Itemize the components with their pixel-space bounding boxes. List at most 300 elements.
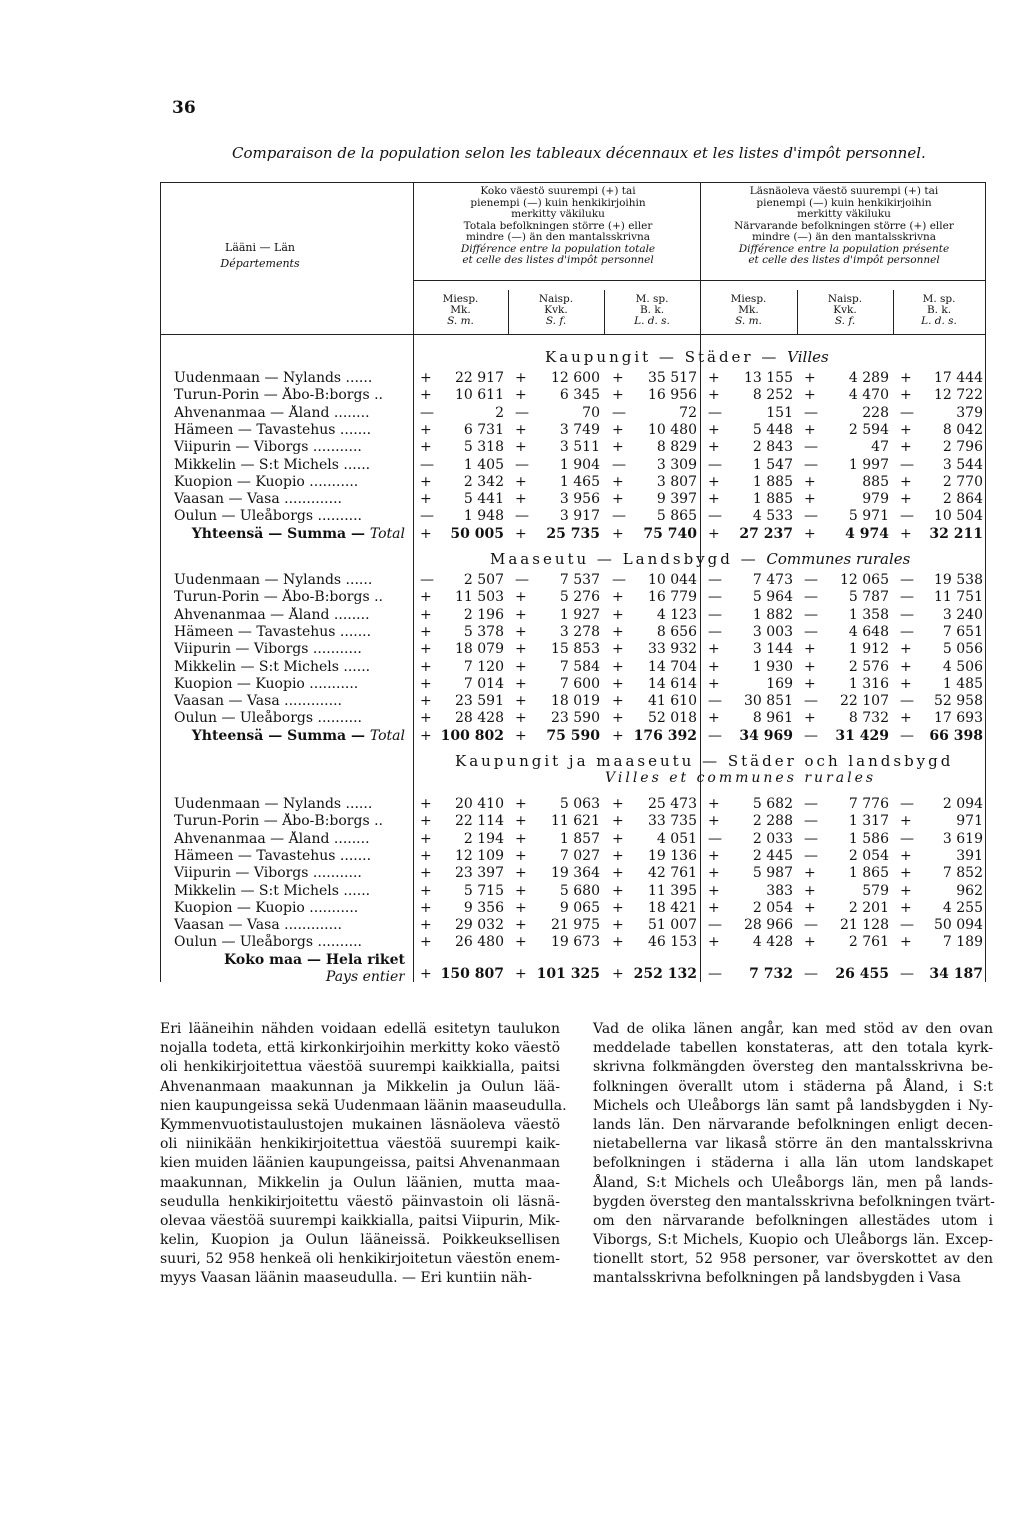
paragraph-line: Kymmenvuotistaulustojen mukainen läsnäoleva väestö [160,1116,560,1133]
cell-value: 16 779 [648,589,697,606]
cell-sign: + [900,491,912,508]
cell-value: 1 904 [559,456,600,473]
table-row [160,710,985,727]
paragraph-line: suuri, 52 958 henkeä oli henkikirjoitetun väestön enem- [160,1251,560,1268]
group1-line: mindre (—) än den mantalsskrivna [465,231,651,243]
cell-value: 7 027 [559,847,600,864]
cell-sign: + [612,727,624,744]
cell-value: 72 [679,404,697,421]
table-top-rule [160,182,985,183]
cell-sign: + [804,387,816,404]
cell-sign: — [804,796,818,812]
cell-value: 14 704 [648,658,697,675]
cell-value: 3 511 [559,439,600,456]
cell-value: 2 196 [463,606,504,623]
cell-value: 16 956 [648,387,697,404]
cell-value: 21 975 [551,917,600,934]
table-row [160,422,985,439]
cell-value: 33 735 [648,813,697,830]
cell-value: 885 [862,473,889,490]
group1-line: Totala befolkningen större (+) eller [463,219,653,232]
cell-value: 150 807 [440,965,504,982]
group2-line: Närvarande befolkningen större (+) eller [734,219,954,232]
cell-sign: — [804,847,818,864]
cell-value: 4 255 [942,899,983,916]
row-label: Turun-Porin — Åbo-B:borgs .. [174,813,383,830]
cell-sign: + [612,658,624,675]
paragraph-line: Ahvenanmaan maakunnan ja Mikkelin ja Oulun lää- [160,1078,560,1095]
cell-sign: + [515,525,527,542]
cell-value: 1 865 [848,865,889,882]
sub-header-line: Naisp. [538,293,574,305]
section-title-fr: Villes et communes rurales [605,770,877,786]
cell-value: 2 288 [752,813,793,830]
cell-value: 3 956 [559,491,600,508]
cell-sign: + [900,675,912,692]
cell-value: 41 610 [648,693,697,710]
cell-sign: + [612,370,624,386]
sub-header-line: Kvk. [833,304,857,316]
cell-sign: + [804,710,816,727]
cell-sign: + [612,473,624,490]
cell-value: 13 155 [744,370,793,386]
cell-value: 52 018 [648,710,697,727]
paragraph-line: Michels och Uleåborgs län samt på landsbygden i Ny- [593,1097,993,1114]
sub-header-col-5 [797,294,893,327]
paragraph-line: folkningen överallt utom i städerna på Åland, i S:t [593,1078,993,1095]
cell-sign: + [612,882,624,899]
cell-value: 8 961 [752,710,793,727]
cell-sign: + [515,421,527,438]
cell-sign: + [804,473,816,490]
paragraph-line: lands län. Den närvarande befolkningen enligt decen- [593,1116,993,1133]
cell-sign: + [708,387,720,404]
cell-sign: + [612,641,624,658]
sub-header-line: S. f. [545,315,567,327]
cell-value: 10 504 [934,508,983,525]
table-row [160,813,985,830]
row-label: Uudenmaan — Nylands ...... [174,370,373,386]
cell-sign: — [708,589,722,606]
dept-header-fi-sv: Lääni — Län [225,241,295,254]
table-row [160,693,985,710]
cell-sign: + [420,710,432,727]
cell-value: 5 063 [559,796,600,812]
cell-sign: + [515,675,527,692]
paragraph-line: kien muiden läänien kaupungeissa, paitsi Ahvenanmaan [160,1155,560,1172]
paragraph-line: nien kaupungeissa sekä Uudenmaan läänin maaseudulla. [160,1097,567,1114]
cell-sign: + [804,491,816,508]
cell-value: 1 586 [848,830,889,847]
cell-value: 3 278 [559,623,600,640]
cell-value: 33 932 [648,641,697,658]
cell-value: 5 971 [848,508,889,525]
table-caption: Comparaison de la population selon les tableaux décennaux et les listes d'impôt personnel. [232,144,926,162]
cell-sign: — [900,830,914,847]
cell-value: 2 [495,404,504,421]
sub-header-line: Kvk. [544,304,568,316]
section-title-fr: Villes [787,348,829,366]
paragraph-line: befolkningen i städerna i alla län utom landskapet [593,1155,993,1172]
cell-value: 5 715 [463,882,504,899]
cell-value: 2 054 [752,899,793,916]
cell-sign: — [708,965,722,982]
cell-value: 391 [956,847,983,864]
cell-value: 4 506 [942,658,983,675]
cell-sign: + [420,965,432,982]
sub-header-line: S. m. [735,315,762,327]
cell-sign: — [515,404,529,421]
cell-value: 34 187 [929,965,983,982]
cell-value: 1 405 [463,456,504,473]
cell-value: 20 410 [455,796,504,812]
cell-sign: + [708,491,720,508]
row-label: Ahvenanmaa — Åland ........ [174,606,370,623]
cell-sign: + [612,675,624,692]
cell-value: 3 144 [752,641,793,658]
cell-sign: + [612,796,624,812]
row-label: Viipurin — Viborgs ........... [174,439,362,456]
total-label: Koko maa — Hela riket [224,951,405,968]
cell-sign: + [420,830,432,847]
cell-sign: + [708,421,720,438]
cell-value: 1 997 [848,456,889,473]
cell-sign: + [900,899,912,916]
table-row [160,659,985,676]
cell-value: 2 796 [942,439,983,456]
cell-sign: — [804,727,818,744]
sub-header-line: Mk. [738,304,759,316]
cell-sign: + [515,491,527,508]
cell-sign: + [708,641,720,658]
section-title-main: Kaupungit — Städer — [545,348,780,366]
cell-sign: — [804,508,818,525]
cell-sign: + [420,693,432,710]
cell-value: 3 003 [752,623,793,640]
table-right-rule [985,182,986,982]
cell-sign: + [515,882,527,899]
paragraph-line: skrivna folkmängden översteg den mantalsskrivna be- [593,1059,993,1076]
group2-line: Läsnäoleva väestö suurempi (+) tai [749,185,939,197]
cell-value: 1 882 [752,606,793,623]
row-label: Viipurin — Viborgs ........... [174,641,362,658]
cell-value: 10 480 [648,421,697,438]
cell-value: 7 537 [559,572,600,588]
cell-value: 101 325 [536,965,600,982]
cell-sign: — [900,693,914,710]
row-label: Viipurin — Viborgs ........... [174,865,362,882]
cell-sign: + [420,421,432,438]
cell-value: 5 682 [752,796,793,812]
cell-value: 26 480 [455,934,504,951]
cell-sign: — [804,456,818,473]
cell-sign: — [804,693,818,710]
cell-sign: + [804,641,816,658]
cell-value: 1 948 [463,508,504,525]
header-mid-rule [413,280,985,281]
sub-header-line: M. sp. [922,293,956,305]
cell-sign: + [612,965,624,982]
cell-sign: + [612,491,624,508]
cell-sign: — [708,830,722,847]
cell-sign: — [708,727,722,744]
paragraph-line: myys Vaasan läänin maaseudulla. — Eri kuntiin näh- [160,1270,532,1287]
cell-sign: + [420,917,432,934]
cell-value: 11 503 [455,589,504,606]
cell-sign: + [515,813,527,830]
cell-value: 1 358 [848,606,889,623]
cell-sign: + [804,882,816,899]
cell-sign: + [900,865,912,882]
cell-value: 11 751 [934,589,983,606]
cell-value: 21 128 [840,917,889,934]
cell-sign: + [900,847,912,864]
cell-value: 34 969 [739,727,793,744]
table-row [160,883,985,900]
cell-sign: + [612,525,624,542]
cell-value: 8 656 [656,623,697,640]
cell-sign: — [708,456,722,473]
cell-value: 18 019 [551,693,600,710]
cell-value: 176 392 [633,727,697,744]
table-row [160,641,985,658]
cell-value: 17 693 [934,710,983,727]
total-label-fr: Pays entier [325,968,405,985]
cell-sign: + [708,813,720,830]
cell-value: 9 397 [656,491,697,508]
section-title [490,550,910,568]
row-label: Kuopion — Kuopio ........... [174,675,359,692]
cell-value: 22 114 [455,813,504,830]
cell-sign: + [708,899,720,916]
cell-sign: + [420,491,432,508]
row-label: Oulun — Uleåborgs .......... [174,508,362,525]
total-label: Yhteensä — Summa — [191,525,365,542]
cell-sign: + [420,882,432,899]
cell-sign: + [804,525,816,542]
cell-sign: — [708,917,722,934]
cell-value: 19 673 [551,934,600,951]
table-row [160,865,985,882]
cell-sign: + [420,623,432,640]
cell-value: 7 852 [942,865,983,882]
row-label: Turun-Porin — Åbo-B:borgs .. [174,387,383,404]
cell-value: 18 079 [455,641,504,658]
sub-header-line: L. d. s. [634,315,670,327]
cell-sign: + [515,589,527,606]
cell-value: 32 211 [929,525,983,542]
cell-sign: + [515,693,527,710]
cell-sign: + [612,847,624,864]
group2-line: mindre (—) än den mantalsskrivna [751,231,937,243]
cell-value: 228 [862,404,889,421]
cell-sign: — [708,572,722,588]
cell-sign: + [515,623,527,640]
cell-value: 3 917 [559,508,600,525]
cell-sign: — [804,813,818,830]
cell-value: 1 912 [848,641,889,658]
cell-sign: + [900,813,912,830]
cell-sign: + [900,473,912,490]
cell-value: 379 [956,404,983,421]
cell-sign: + [708,370,720,386]
paragraph-line: maakunnan, Mikkelin ja Oulun läänien, mutta maa- [160,1174,560,1191]
cell-value: 6 345 [559,387,600,404]
cell-sign: + [420,641,432,658]
cell-value: 2 761 [848,934,889,951]
cell-value: 42 761 [648,865,697,882]
cell-sign: + [708,439,720,456]
table-row [160,387,985,404]
table-row [160,900,985,917]
group1-line: merkitty väkiluku [511,208,605,220]
cell-value: 7 014 [463,675,504,692]
cell-sign: + [708,882,720,899]
cell-value: 1 465 [559,473,600,490]
cell-value: 25 473 [648,796,697,812]
cell-value: 9 065 [559,899,600,916]
row-label: Mikkelin — S:t Michels ...... [174,658,371,675]
cell-sign: — [804,404,818,421]
cell-sign: — [900,508,914,525]
cell-value: 7 651 [942,623,983,640]
cell-sign: + [420,473,432,490]
group1-line: Koko väestö suurempi (+) tai [480,185,636,197]
cell-value: 579 [862,882,889,899]
cell-sign: + [515,387,527,404]
cell-value: 12 109 [455,847,504,864]
cell-value: 5 318 [463,439,504,456]
cell-value: 100 802 [440,727,504,744]
page-number: 36 [172,98,196,118]
cell-sign: + [804,658,816,675]
cell-value: 1 547 [752,456,793,473]
cell-sign: — [900,456,914,473]
cell-sign: + [900,387,912,404]
cell-sign: + [804,899,816,916]
paragraph-finnish [160,1020,567,1289]
cell-sign: — [708,623,722,640]
table-row [160,439,985,456]
cell-value: 11 395 [648,882,697,899]
cell-sign: — [900,917,914,934]
cell-value: 962 [956,882,983,899]
group2-line: et celle des listes d'impôt personnel [748,254,940,266]
cell-value: 1 316 [848,675,889,692]
cell-sign: — [804,606,818,623]
total-row [160,728,985,745]
cell-sign: — [612,572,626,588]
paragraph-line: Åland, S:t Michels och Uleåborgs län, men på lands- [593,1174,993,1191]
cell-value: 25 735 [546,525,600,542]
cell-sign: — [900,796,914,812]
cell-value: 52 958 [934,693,983,710]
cell-value: 75 590 [546,727,600,744]
cell-value: 19 364 [551,865,600,882]
sub-header-col-4 [700,294,797,327]
cell-sign: + [708,473,720,490]
row-label: Kuopion — Kuopio ........... [174,473,359,490]
cell-value: 23 397 [455,865,504,882]
cell-value: 27 237 [739,525,793,542]
cell-sign: + [612,899,624,916]
cell-value: 4 974 [845,525,889,542]
cell-sign: — [804,623,818,640]
cell-value: 1 885 [752,491,793,508]
cell-value: 1 857 [559,830,600,847]
cell-value: 8 829 [656,439,697,456]
cell-value: 1 927 [559,606,600,623]
cell-sign: + [515,934,527,951]
cell-sign: + [900,525,912,542]
cell-value: 2 594 [848,421,889,438]
cell-value: 971 [956,813,983,830]
group1-header [418,186,698,267]
cell-sign: + [515,847,527,864]
cell-value: 23 590 [551,710,600,727]
cell-value: 31 429 [835,727,889,744]
cell-sign: + [708,675,720,692]
cell-value: 47 [871,439,889,456]
cell-sign: + [900,439,912,456]
cell-value: 383 [766,882,793,899]
table-row [160,934,985,951]
cell-sign: — [804,917,818,934]
table-row [160,607,985,624]
cell-value: 2 201 [848,899,889,916]
table-row [160,474,985,491]
cell-value: 252 132 [633,965,697,982]
cell-value: 5 865 [656,508,697,525]
cell-sign: + [420,439,432,456]
paragraph-line: mantalsskrivna befolkningen på landsbygden i Vasa [593,1270,961,1287]
cell-sign: — [420,456,434,473]
section-title-main: Maaseutu — Landsbygd — [490,550,759,568]
cell-sign: — [900,606,914,623]
cell-sign: — [900,623,914,640]
row-label: Hämeen — Tavastehus ....... [174,847,372,864]
cell-value: 14 614 [648,675,697,692]
table-row [160,572,985,589]
cell-sign: + [612,710,624,727]
row-label [160,952,405,986]
total-row [160,526,985,543]
cell-value: 29 032 [455,917,504,934]
cell-sign: + [515,606,527,623]
cell-sign: + [900,421,912,438]
cell-value: 7 732 [749,965,793,982]
section-title-main: Kaupungit ja maaseutu — Städer och landsbygd [455,752,954,770]
dept-header-fr: Départements [220,257,300,270]
sub-header-line: B. k. [639,304,665,316]
cell-sign: + [804,675,816,692]
cell-sign: + [420,813,432,830]
cell-sign: + [804,934,816,951]
cell-value: 51 007 [648,917,697,934]
cell-sign: + [900,641,912,658]
cell-value: 5 441 [463,491,504,508]
cell-value: 4 648 [848,623,889,640]
cell-value: 2 445 [752,847,793,864]
cell-sign: + [420,865,432,882]
table-row [160,405,985,422]
cell-value: 7 189 [942,934,983,951]
cell-value: 15 853 [551,641,600,658]
cell-sign: — [420,404,434,421]
sub-header-line: Mk. [450,304,471,316]
cell-sign: — [804,965,818,982]
cell-value: 12 065 [840,572,889,588]
